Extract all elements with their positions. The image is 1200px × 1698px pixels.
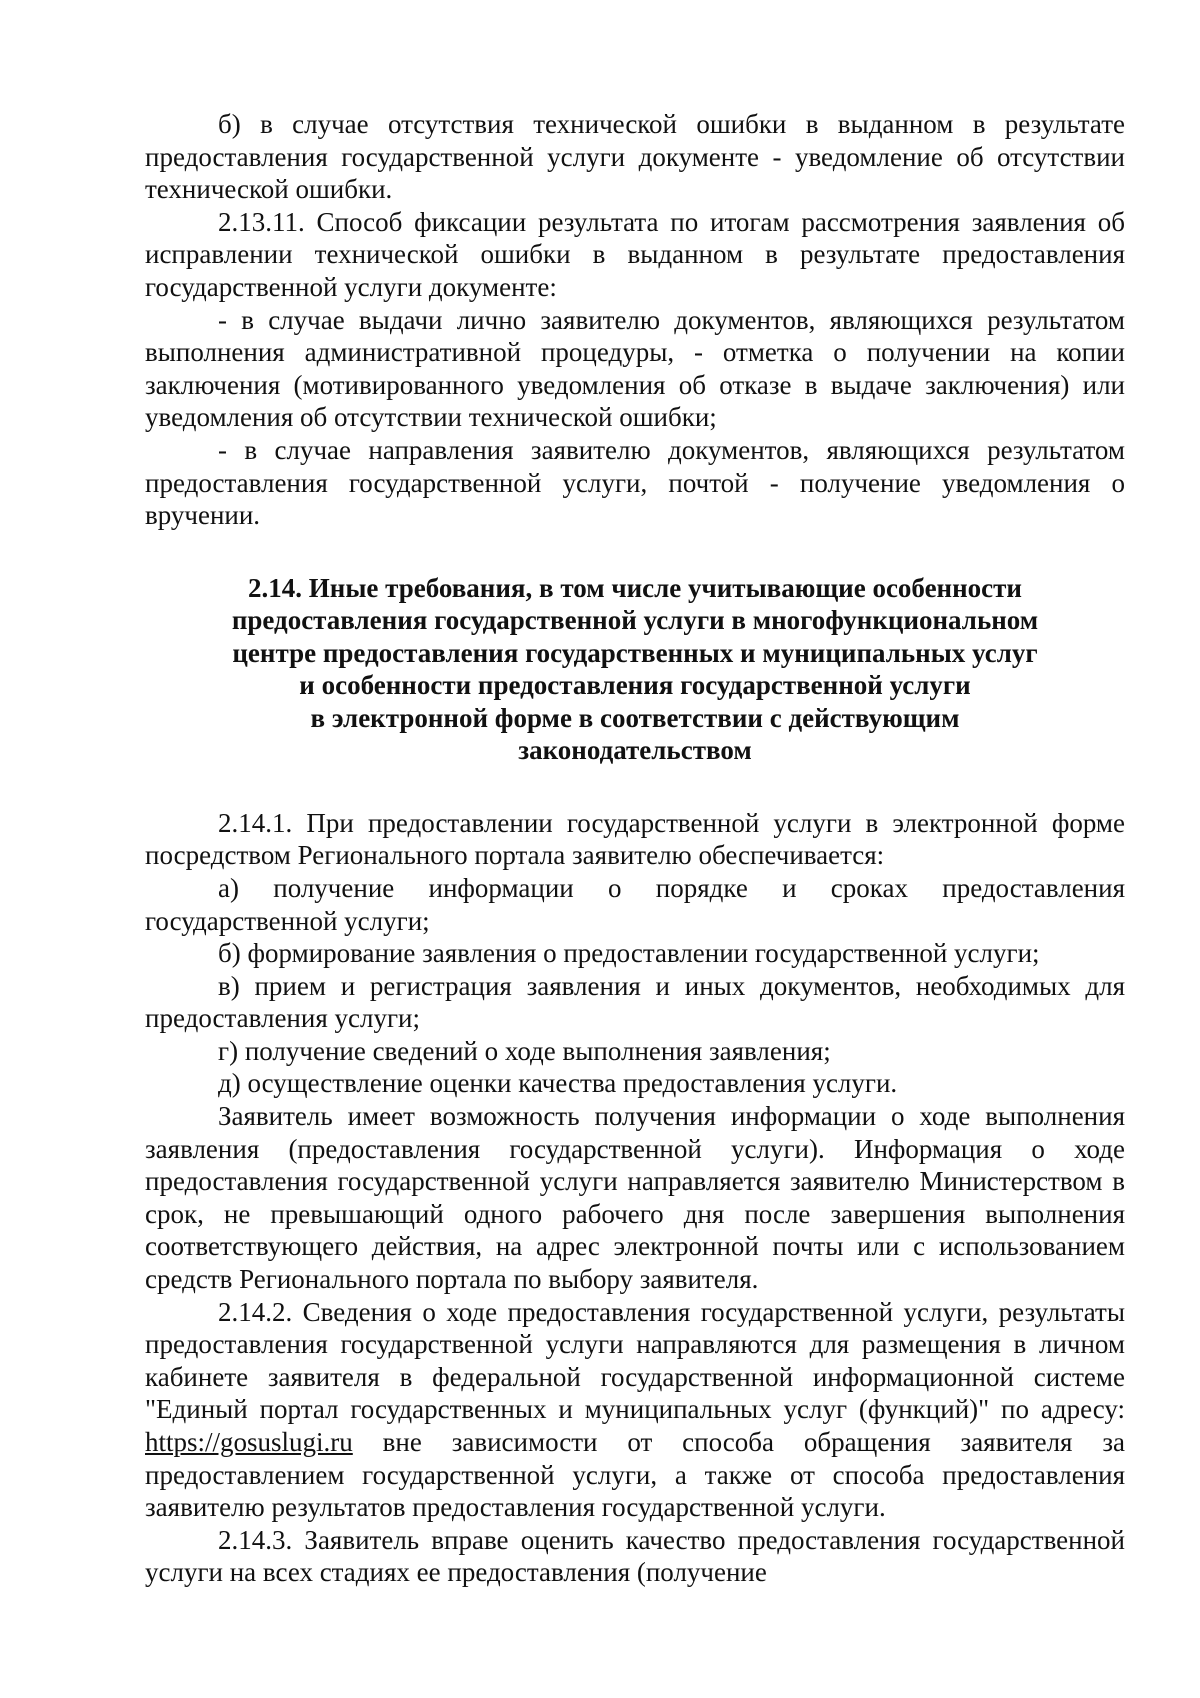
heading-line: 2.14. Иные требования, в том числе учитывающие особенности: [248, 572, 1022, 603]
heading-line: и особенности предоставления государственной услуги: [299, 670, 971, 701]
document-page: [145, 108, 1125, 1589]
paragraph-2-14-3: 2.14.3. Заявитель вправе оценить качество предоставления государственной услуги на всех стадиях ее предоставления (получение: [145, 1524, 1125, 1588]
heading-line: в электронной форме в соответствии с действующим: [310, 702, 960, 733]
paragraph-applicant-info: Заявитель имеет возможность получения информации о ходе выполнения заявления (предоставления государственной услуги). Информация о ходе предоставления государственной услуги направляется заявителю Министерством в срок, не превышающий одного рабочего дня после завершения выполнения соответствующего действия, на адрес электронной почты или с использованием средств Регионального портала по выбору заявителя.: [145, 1101, 1125, 1295]
paragraph-postal-delivery: - в случае направления заявителю документов, являющихся результатом предоставления государственной услуги, почтой - получение уведомления о вручении.: [145, 434, 1125, 531]
list-item-b: б) формирование заявления о предоставлении государственной услуги;: [218, 938, 1040, 969]
paragraph-2-14-2: [145, 1296, 1125, 1524]
paragraph-2-14-1: 2.14.1. При предоставлении государственной услуги в электронной форме посредством Регионального портала заявителю обеспечивается:: [145, 807, 1125, 871]
list-item-g: г) получение сведений о ходе выполнения заявления;: [218, 1035, 831, 1066]
paragraph-2-13-11: 2.13.11. Способ фиксации результата по итогам рассмотрения заявления об исправлении технической ошибки в выданном в результате предоставления государственной услуги документе:: [145, 206, 1125, 302]
section-heading-2-14: [145, 572, 1125, 767]
heading-line: центре предоставления государственных и муниципальных услуг: [232, 637, 1038, 668]
heading-line: предоставления государственной услуги в многофункциональном: [231, 605, 1039, 636]
heading-line: законодательством: [518, 735, 752, 766]
paragraph-b-no-error: б) в случае отсутствия технической ошибки в выданном в результате предоставления государственной услуги документе - уведомление об отсутствии технической ошибки.: [145, 109, 1125, 205]
list-item-v: в) прием и регистрация заявления и иных документов, необходимых для предоставления услуги;: [145, 970, 1125, 1034]
paragraph-2-14-2-text-after: вне зависимости от способа обращения заявителя за предоставлением государственной услуги, а также от способа предоставления заявителю результатов предоставления государственной услуги.: [145, 1427, 1125, 1523]
paragraph-personal-issue: - в случае выдачи лично заявителю документов, являющихся результатом выполнения административной процедуры, - отметка о получении на копии заключения (мотивированного уведомления об отказе в выдаче заключения) или уведомления об отсутствии технической ошибки;: [145, 304, 1125, 433]
paragraph-2-14-2-text-before: 2.14.2. Сведения о ходе предоставления государственной услуги, результаты предоставления государственной услуги направляются для размещения в личном кабинете заявителя в федеральной государственной информационной системе "Единый портал государственных и муниципальных услуг (функций)" по адресу:: [145, 1296, 1125, 1425]
list-item-a: а) получение информации о порядке и сроках предоставления государственной услуги;: [145, 872, 1125, 936]
gosuslugi-link[interactable]: https://gosuslugi.ru: [145, 1427, 353, 1457]
list-item-d: д) осуществление оценки качества предоставления услуги.: [218, 1068, 898, 1099]
